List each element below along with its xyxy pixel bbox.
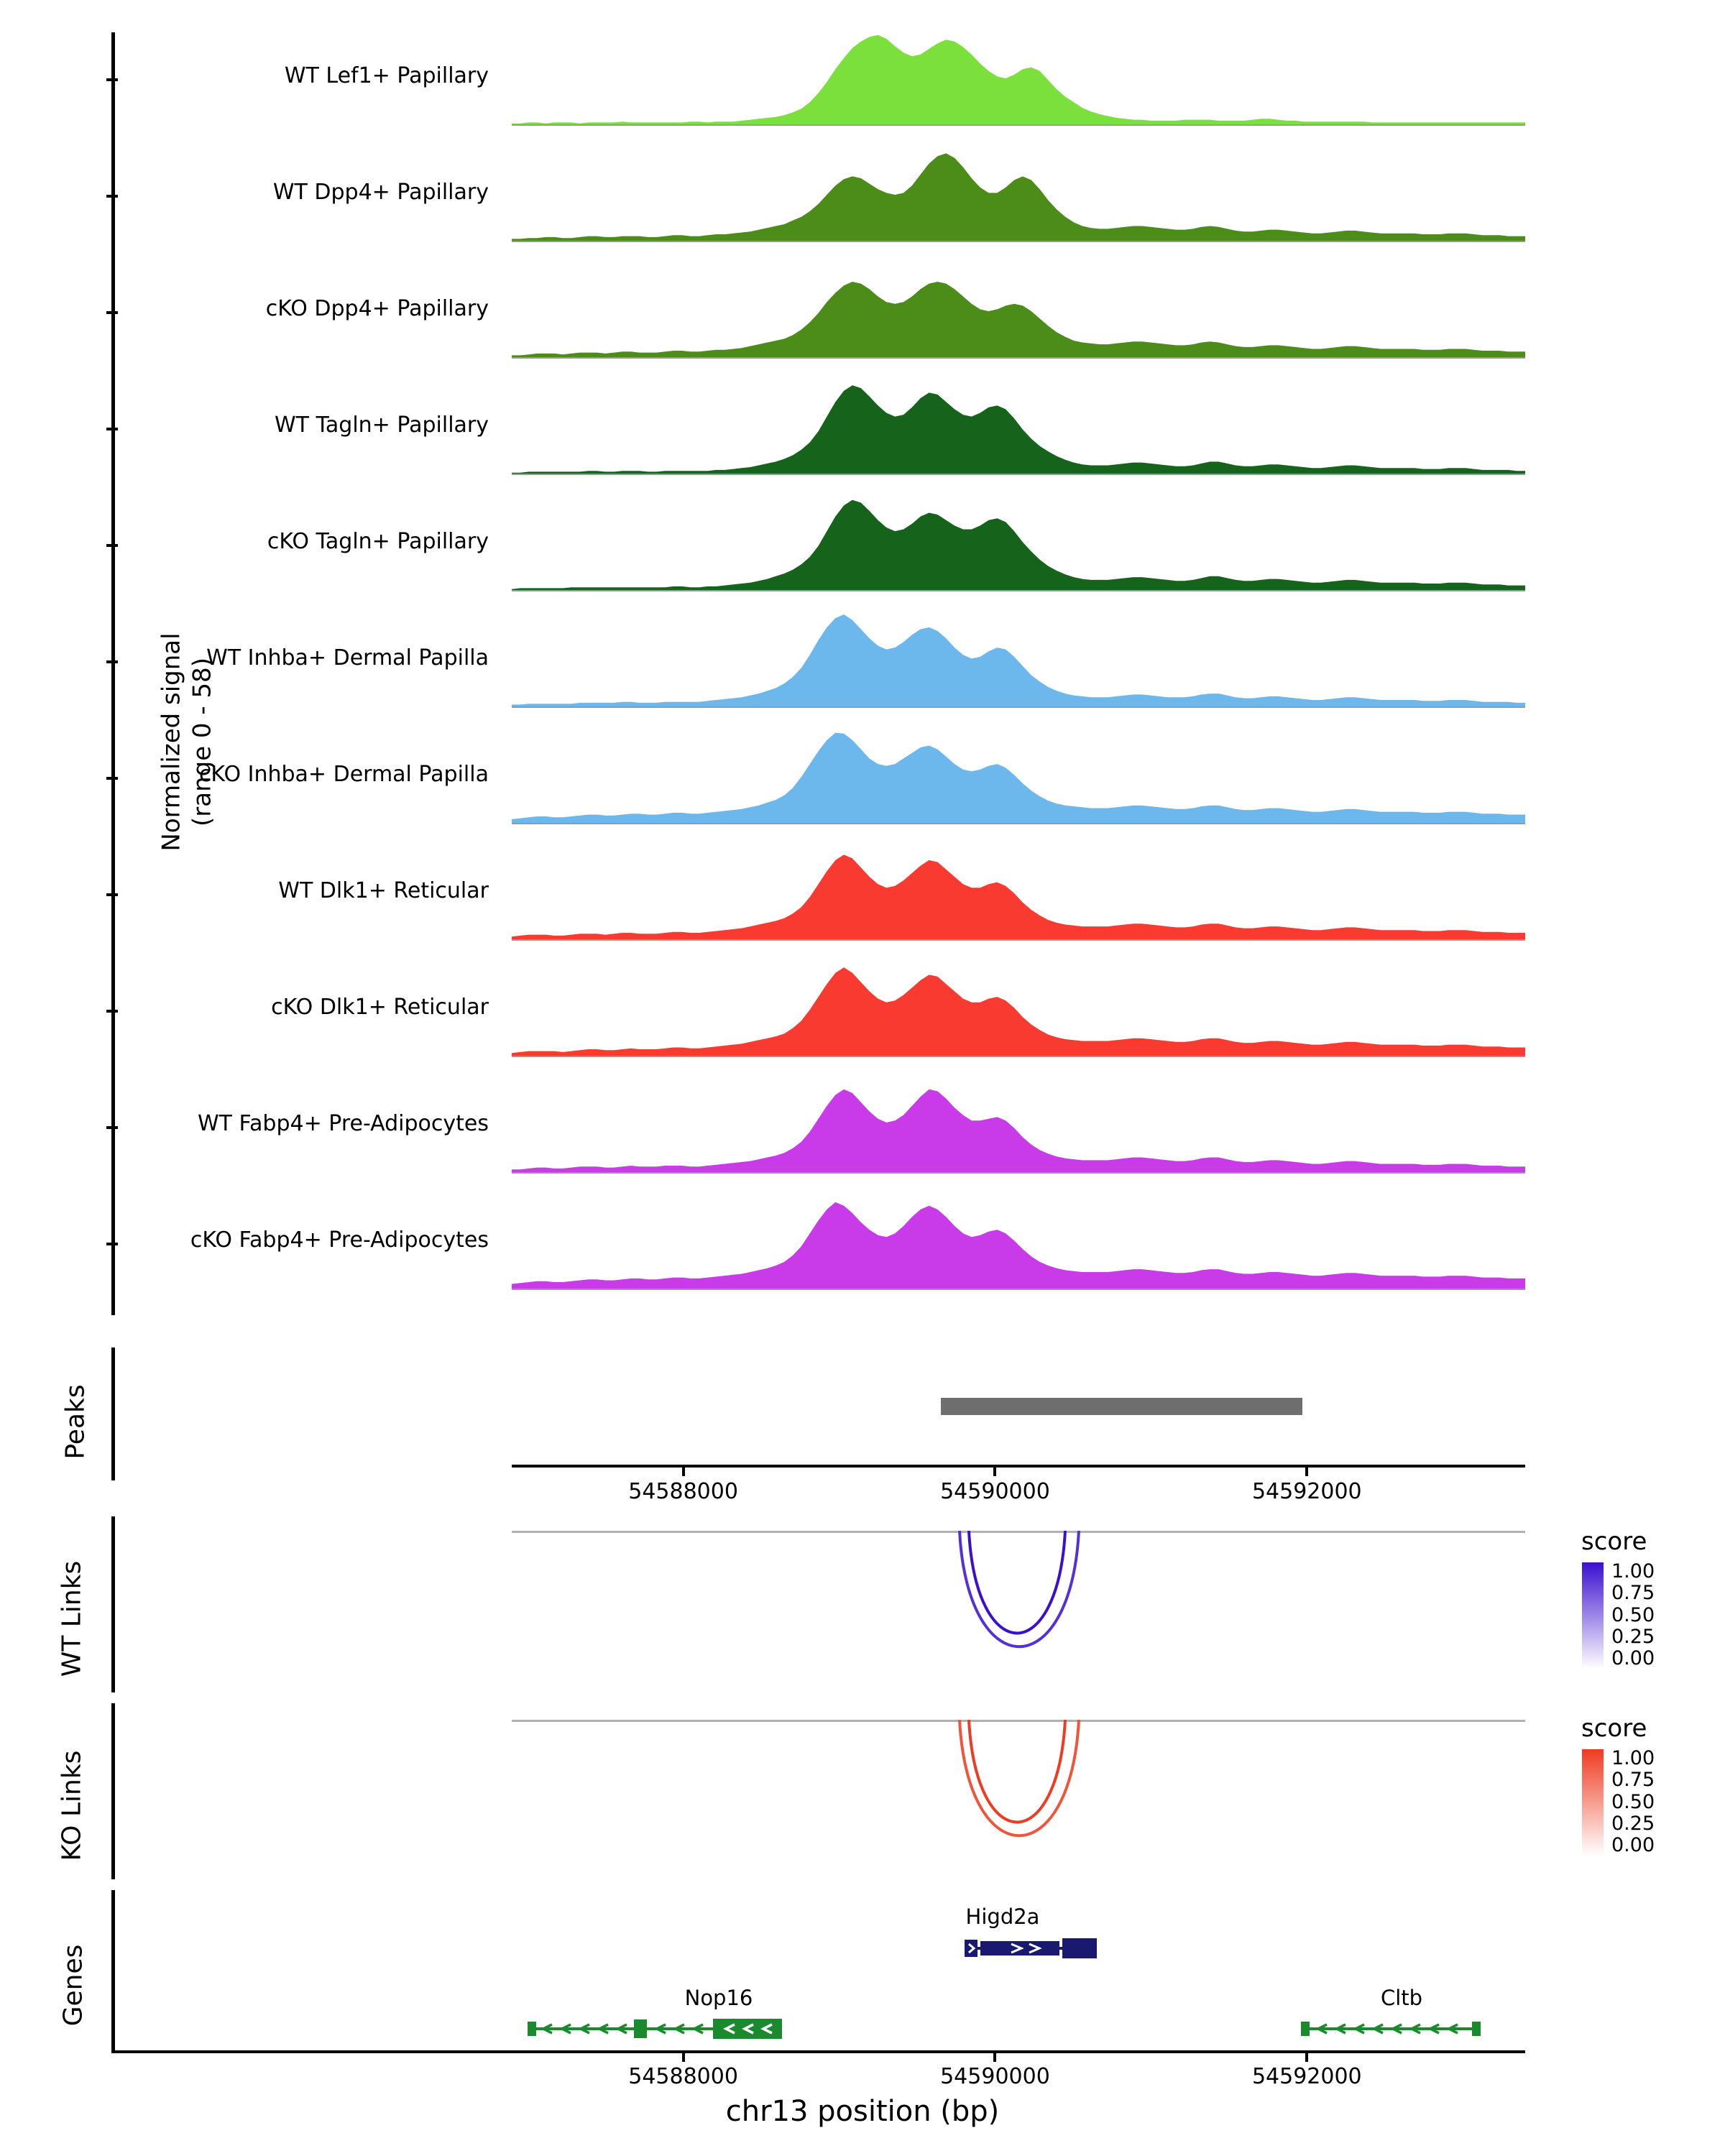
gene-label-higd2a: Higd2a — [965, 1904, 1040, 1929]
coverage-track-area — [512, 265, 1525, 380]
coverage-axis-tick — [106, 1010, 118, 1013]
x-axis-tick — [993, 2053, 996, 2062]
coverage-track — [0, 149, 1725, 264]
x-axis-ticklabel: 54590000 — [940, 1479, 1050, 1504]
coverage-track-label: WT Tagln+ Papillary — [275, 413, 489, 438]
coverage-axis-tick — [106, 1126, 118, 1129]
coverage-track — [0, 265, 1725, 380]
ko-legend-tick-1: 0.75 — [1611, 1769, 1655, 1792]
coverage-track-area — [512, 614, 1525, 729]
coverage-track-area — [512, 847, 1525, 962]
peaks-panel-label: Peaks — [60, 1384, 91, 1460]
x-axis-label: chr13 position (bp) — [725, 2095, 1000, 2128]
coverage-track — [0, 614, 1725, 729]
x-axis-ticklabel: 54588000 — [628, 1479, 738, 1504]
coverage-track-label: WT Inhba+ Dermal Papilla — [206, 645, 489, 671]
coverage-track-label: cKO Tagln+ Papillary — [267, 529, 489, 554]
coverage-track-label: WT Dlk1+ Reticular — [278, 878, 489, 903]
coverage-track-area — [512, 32, 1525, 147]
x-axis-tick — [1305, 1468, 1308, 1476]
peak-region — [941, 1398, 1302, 1415]
wt-links-legend — [1581, 1527, 1655, 1669]
ko-legend-colorbar — [1581, 1749, 1604, 1856]
x-axis-tick — [993, 1468, 996, 1476]
wt-links-axis-spine — [111, 1516, 115, 1692]
ko-legend-tick-0: 1.00 — [1611, 1747, 1655, 1769]
ko-legend-tick-3: 0.25 — [1611, 1812, 1655, 1835]
coverage-axis-tick — [106, 660, 118, 663]
ko-links-arcs — [512, 1720, 1525, 1885]
coverage-track-label: cKO Inhba+ Dermal Papilla — [198, 762, 489, 787]
peaks-axis-spine — [111, 1348, 115, 1480]
x-axis-line-middle — [512, 1465, 1525, 1468]
coverage-axis-tick — [106, 893, 118, 896]
coverage-axis-tick — [106, 544, 118, 547]
coverage-track-area — [512, 149, 1525, 264]
coverage-track — [0, 1197, 1725, 1312]
ko-links-axis-spine — [111, 1703, 115, 1879]
coverage-axis-tick — [106, 311, 118, 314]
x-axis-tick — [682, 2053, 685, 2062]
coverage-axis-tick — [106, 428, 118, 430]
coverage-track-baseline — [512, 357, 1525, 359]
wt-links-panel-label: WT Links — [57, 1560, 87, 1677]
gene-higd2a — [512, 1932, 1525, 1965]
wt-legend-title: score — [1581, 1527, 1647, 1556]
coverage-track-label: cKO Fabp4+ Pre-Adipocytes — [190, 1227, 489, 1253]
ko-links-panel-label: KO Links — [57, 1750, 87, 1861]
coverage-track — [0, 964, 1725, 1079]
coverage-track-label: cKO Dpp4+ Papillary — [265, 296, 489, 321]
gene-label-nop16: Nop16 — [684, 1986, 753, 2010]
ko-legend-tick-4: 0.00 — [1611, 1834, 1655, 1856]
coverage-track-area — [512, 731, 1525, 846]
coverage-track-baseline — [512, 124, 1525, 126]
coverage-track-label: WT Dpp4+ Papillary — [272, 180, 489, 205]
coverage-track-baseline — [512, 1172, 1525, 1174]
coverage-track-label: WT Fabp4+ Pre-Adipocytes — [198, 1111, 489, 1136]
genes-axis-spine — [111, 1890, 115, 2052]
coverage-track-label: cKO Dlk1+ Reticular — [271, 995, 489, 1020]
wt-legend-tick-1: 0.75 — [1611, 1582, 1655, 1605]
coverage-track-baseline — [512, 474, 1525, 475]
coverage-track-baseline — [512, 939, 1525, 941]
coverage-track-baseline — [512, 1056, 1525, 1057]
y-axis-label-line1: Normalized signal — [157, 632, 186, 852]
ko-legend-ticks — [1611, 1749, 1655, 1855]
coverage-axis-tick — [106, 777, 118, 780]
x-axis-ticklabel: 54592000 — [1251, 2064, 1362, 2089]
x-axis-tick — [1305, 2053, 1308, 2062]
x-axis-ticklabel: 54590000 — [940, 2064, 1050, 2089]
x-axis-ticklabel: 54592000 — [1251, 1479, 1362, 1504]
coverage-axis-tick — [106, 1243, 118, 1245]
coverage-track — [0, 32, 1725, 147]
wt-legend-tick-4: 0.00 — [1611, 1647, 1655, 1669]
coverage-track-baseline — [512, 823, 1525, 824]
genes-panel-label: Genes — [58, 1944, 88, 2027]
coverage-track-baseline — [512, 1289, 1525, 1290]
coverage-track-area — [512, 964, 1525, 1079]
coverage-track-label: WT Lef1+ Papillary — [284, 63, 489, 88]
ko-legend-title: score — [1581, 1714, 1647, 1743]
x-axis-tick — [682, 1468, 685, 1476]
coverage-track — [0, 382, 1725, 497]
wt-links-arcs — [512, 1531, 1525, 1696]
ko-links-legend — [1581, 1714, 1655, 1856]
x-axis-ticklabel: 54588000 — [628, 2064, 738, 2089]
coverage-track-area — [512, 1197, 1525, 1312]
coverage-track-area — [512, 382, 1525, 497]
wt-legend-tick-3: 0.25 — [1611, 1625, 1655, 1648]
y-axis-label-line2: (range 0 - 58) — [188, 658, 216, 826]
ko-legend-tick-2: 0.50 — [1611, 1790, 1655, 1813]
gene-cltb — [512, 2012, 1525, 2045]
wt-legend-ticks — [1611, 1562, 1655, 1668]
coverage-track-baseline — [512, 590, 1525, 591]
coverage-track-baseline — [512, 706, 1525, 708]
coverage-track — [0, 1080, 1725, 1195]
coverage-axis-tick — [106, 78, 118, 81]
x-axis-line-bottom — [111, 2050, 1525, 2053]
coverage-track-baseline — [512, 241, 1525, 242]
gene-label-cltb: Cltb — [1380, 1986, 1423, 2010]
wt-legend-tick-0: 1.00 — [1611, 1560, 1655, 1583]
coverage-axis-tick — [106, 195, 118, 198]
coverage-track — [0, 731, 1725, 846]
coverage-track — [0, 847, 1725, 962]
wt-legend-colorbar — [1581, 1562, 1604, 1669]
coverage-track — [0, 498, 1725, 613]
coverage-track-area — [512, 1080, 1525, 1195]
coverage-track-area — [512, 498, 1525, 613]
wt-legend-tick-2: 0.50 — [1611, 1603, 1655, 1626]
